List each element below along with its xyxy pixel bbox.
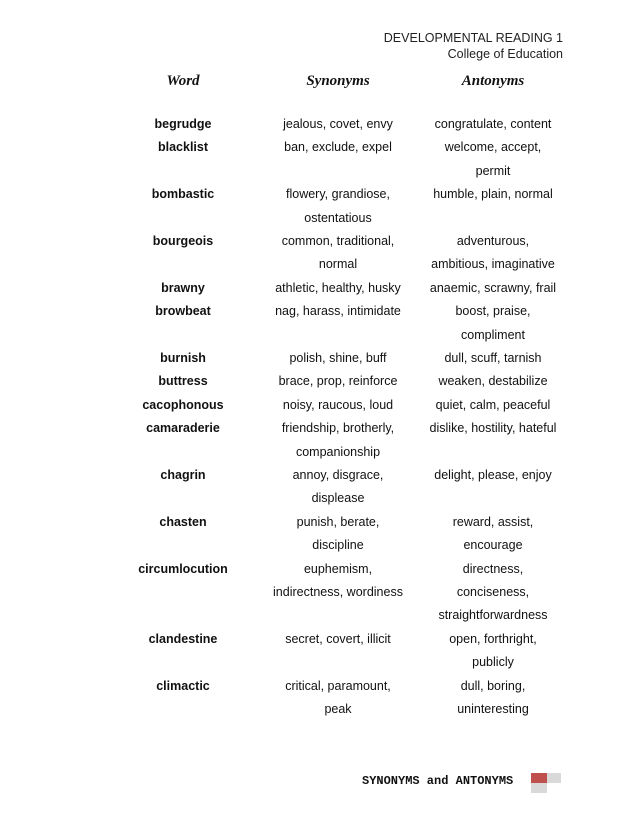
antonyms-cell: dull, boring, — [460, 678, 526, 693]
antonyms-cell: open, forthright, — [449, 631, 537, 646]
synonyms-cell: critical, paramount, — [285, 678, 391, 693]
word-cell: browbeat — [155, 304, 211, 319]
antonyms-cell: boost, praise, — [455, 304, 531, 319]
word-cell: buttress — [158, 374, 208, 389]
footer-gray-square — [531, 783, 547, 793]
synonyms-cell: common, traditional, — [281, 234, 395, 248]
page-header — [384, 30, 563, 62]
synonyms-cell: athletic, healthy, husky — [275, 280, 401, 295]
word-cell: bourgeois — [152, 234, 214, 248]
synonyms-cell: noisy, raucous, loud — [282, 397, 394, 412]
word-cell: chasten — [159, 514, 207, 529]
footer-accent-square — [531, 773, 547, 783]
course-title: DEVELOPMENTAL READING 1 — [383, 31, 563, 45]
antonyms-cell: humble, plain, normal — [433, 187, 553, 202]
synonyms-cell: polish, shine, buff — [289, 351, 387, 365]
antonyms-cell: dislike, hostility, hateful — [429, 421, 557, 436]
word-cell: bombastic — [151, 187, 215, 202]
word-cell: burnish — [160, 351, 206, 365]
synonyms-cell: ban, exclude, expel — [284, 140, 392, 155]
column-header-word: Word — [166, 73, 200, 89]
column-header-synonyms: Synonyms — [306, 73, 370, 89]
antonyms-cell: compliment — [461, 327, 525, 342]
antonyms-cell: ambitious, imaginative — [431, 257, 555, 272]
antonyms-cell: permit — [475, 163, 511, 178]
synonyms-cell: displease — [311, 491, 365, 506]
synonyms-cell: discipline — [312, 538, 364, 553]
word-cell: clandestine — [148, 631, 218, 646]
synonyms-cell: brace, prop, reinforce — [278, 374, 398, 389]
antonyms-cell: congratulate, content — [434, 117, 552, 131]
antonyms-cell: conciseness, — [456, 585, 530, 599]
antonyms-cell: reward, assist, — [452, 514, 534, 529]
antonyms-cell: encourage — [463, 538, 523, 553]
synonyms-cell: punish, berate, — [296, 514, 380, 529]
word-cell: camaraderie — [146, 421, 220, 436]
synonyms-cell: annoy, disgrace, — [292, 468, 384, 482]
synonyms-cell: normal — [318, 257, 358, 272]
antonyms-cell: weaken, destabilize — [438, 374, 548, 389]
synonyms-cell: flowery, grandiose, — [286, 187, 390, 202]
word-cell: brawny — [161, 280, 205, 295]
antonyms-cell: publicly — [472, 655, 514, 670]
antonyms-cell: dull, scuff, tarnish — [444, 351, 542, 365]
antonyms-cell: straightforwardness — [438, 608, 548, 623]
synonyms-cell: friendship, brotherly, — [281, 421, 395, 436]
synonyms-cell: companionship — [295, 444, 381, 459]
word-cell: cacophonous — [142, 397, 224, 412]
antonyms-cell: anaemic, scrawny, frail — [429, 280, 557, 295]
synonyms-cell: euphemism, — [303, 561, 373, 576]
antonyms-cell: uninteresting — [457, 702, 529, 716]
word-cell: climactic — [156, 678, 210, 693]
word-cell: begrudge — [154, 117, 212, 131]
synonyms-cell: ostentatious — [304, 210, 372, 225]
synonyms-cell: nag, harass, intimidate — [275, 304, 401, 319]
college-name: College of Education — [447, 47, 563, 61]
synonyms-cell: peak — [324, 702, 352, 716]
antonyms-cell: welcome, accept, — [444, 140, 542, 155]
word-cell: chagrin — [160, 468, 206, 482]
word-cell: blacklist — [157, 140, 209, 155]
footer-gray-square — [547, 773, 561, 783]
antonyms-cell: directness, — [462, 561, 524, 576]
antonyms-cell: quiet, calm, peaceful — [435, 397, 551, 412]
word-cell: circumlocution — [138, 561, 228, 576]
synonyms-cell: indirectness, wordiness — [273, 585, 403, 599]
column-header-antonyms: Antonyms — [461, 73, 525, 89]
footer-title: SYNONYMS and ANTONYMS — [362, 774, 514, 788]
synonyms-cell: jealous, covet, envy — [283, 117, 393, 131]
antonyms-cell: adventurous, — [456, 234, 530, 248]
antonyms-cell: delight, please, enjoy — [434, 468, 552, 482]
synonyms-cell: secret, covert, illicit — [285, 631, 391, 646]
